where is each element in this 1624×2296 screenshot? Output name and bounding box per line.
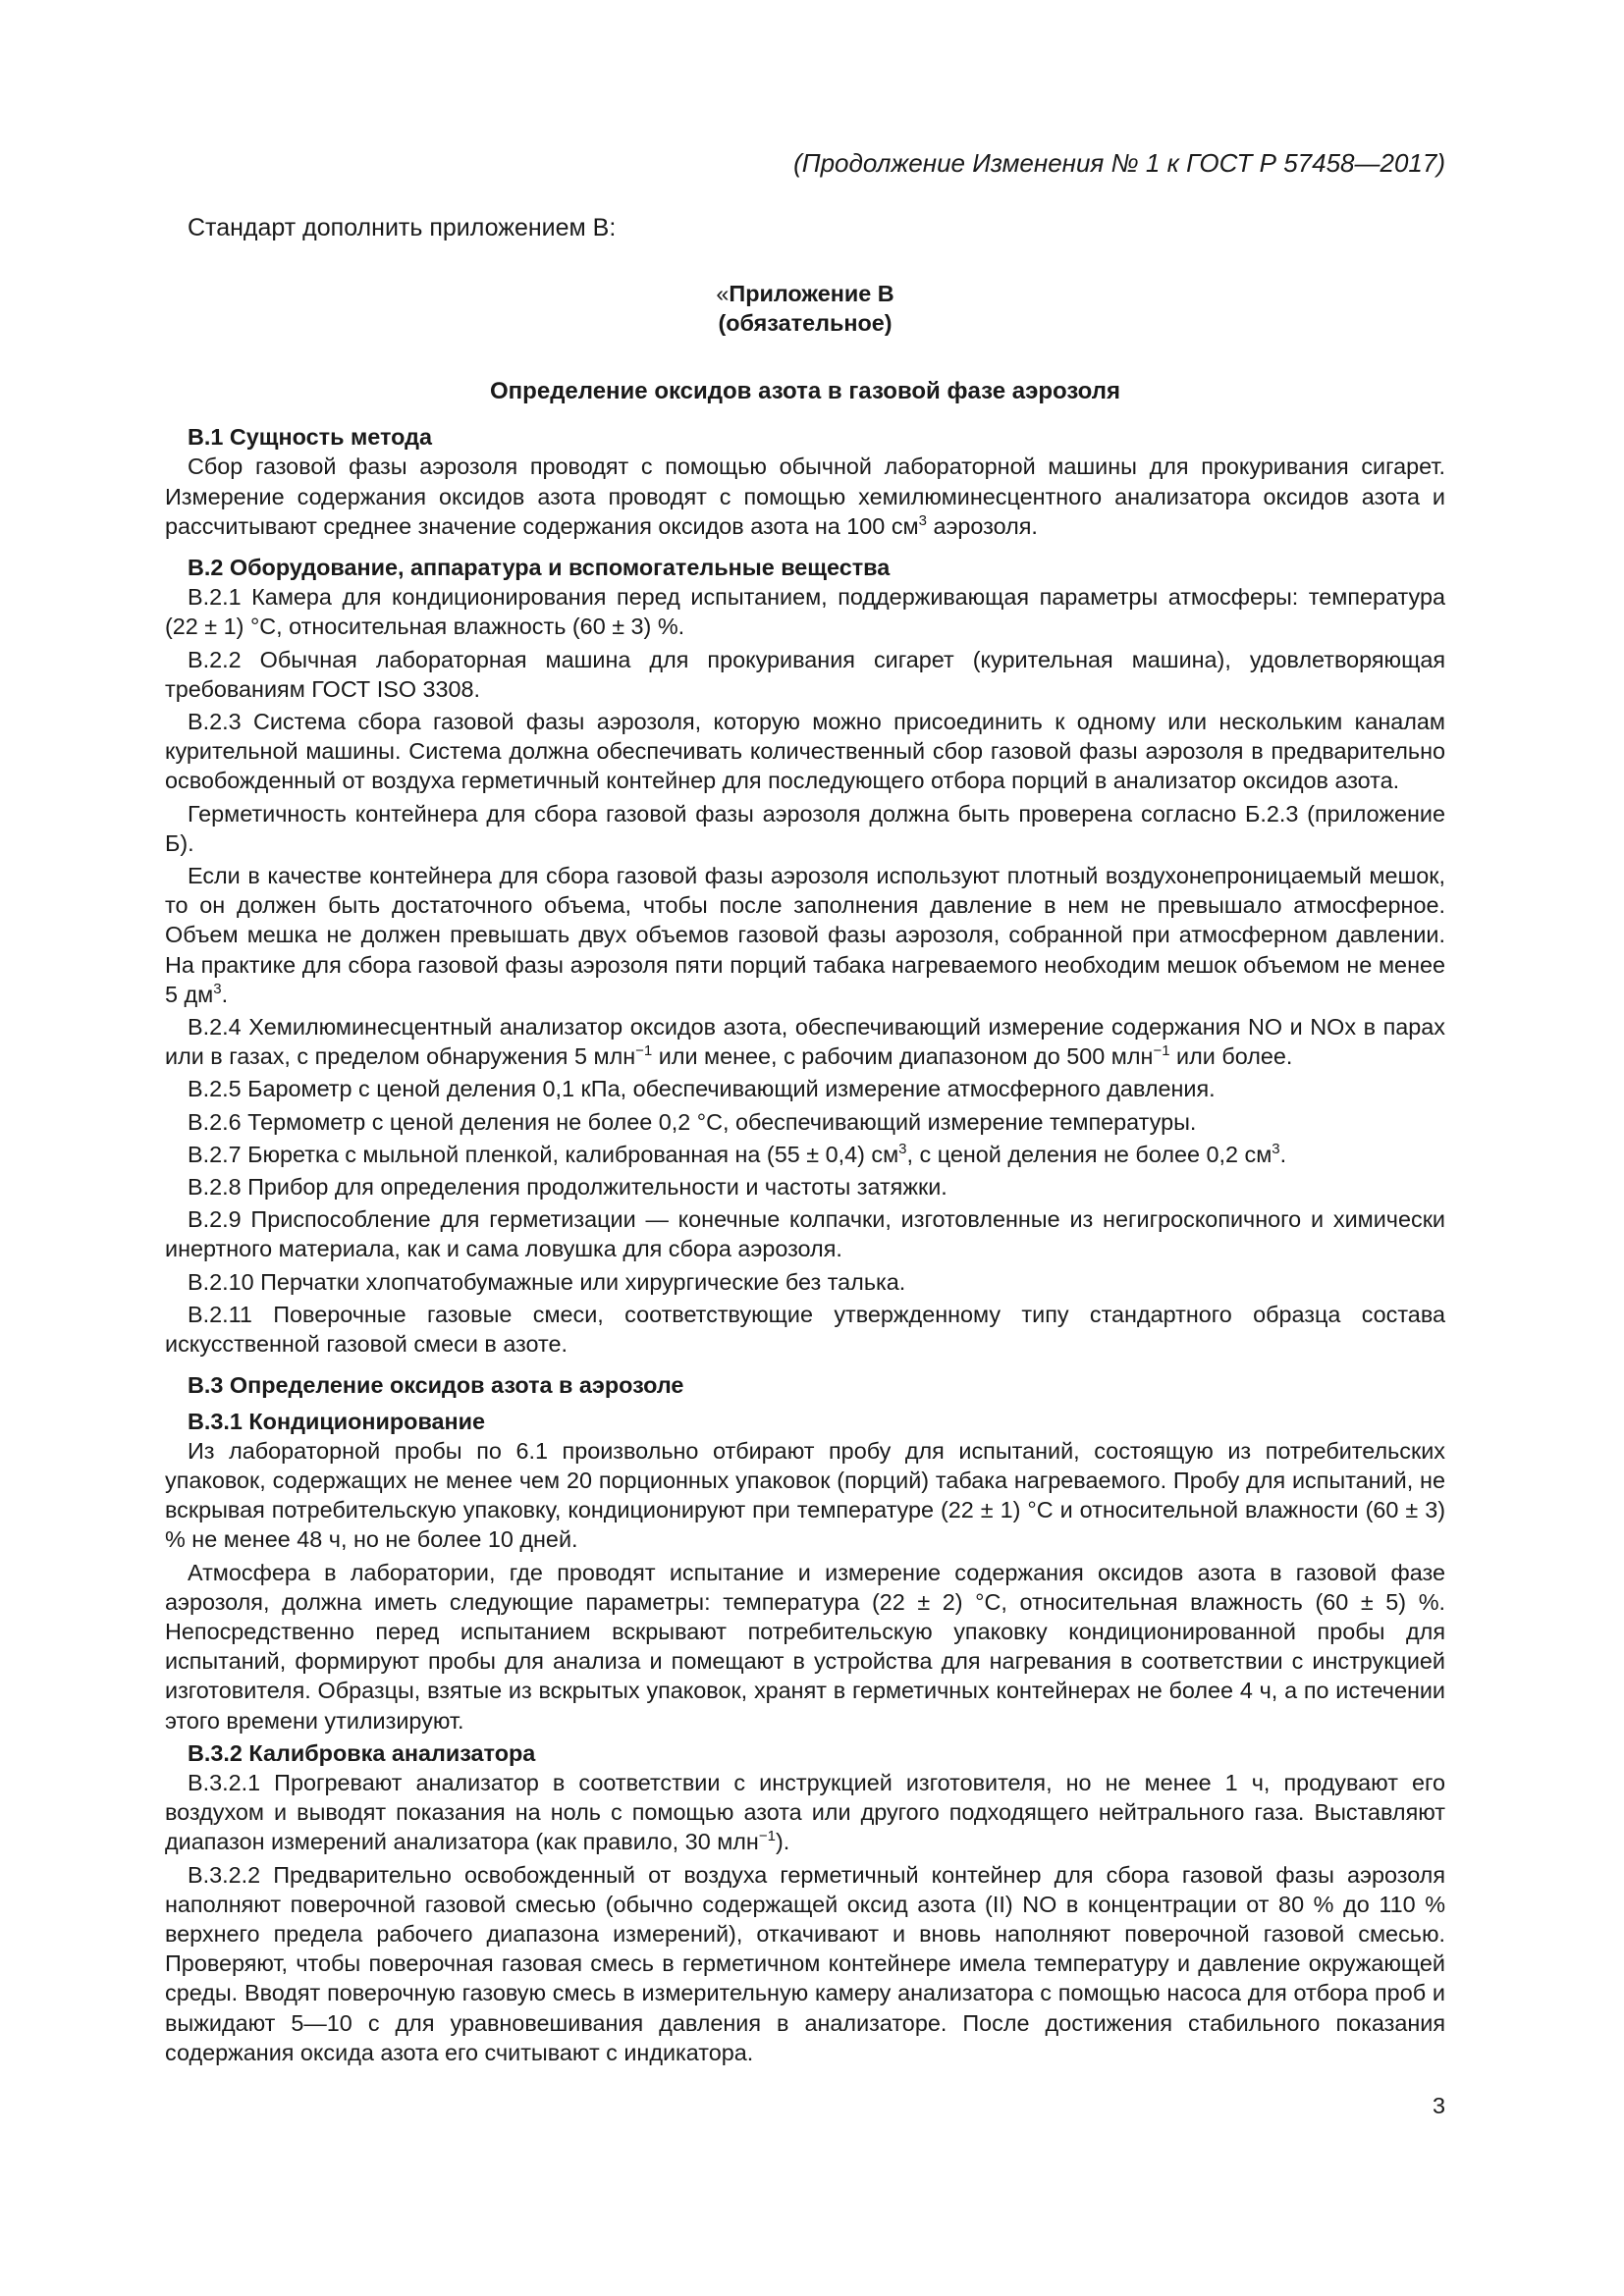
paragraph-text: Если в качестве контейнера для сбора газовой фазы аэрозоля используют плотный воздухонепроницаемый мешок, то он должен быть достаточного объема, чтобы после заполнения давление в нем не превышало атмосферное. Объем мешка не должен превышать двух объемов газовой фазы аэрозоля, собранной при атмосферном давлении. На практике для сбора газовой фазы аэрозоля пяти порций табака нагреваемого необходим мешок объемом не менее 5 дм	[165, 863, 1445, 1007]
paragraph-text: Сбор газовой фазы аэрозоля проводят с помощью обычной лабораторной машины для прокуривания сигарет. Измерение содержания оксидов азота проводят с помощью хемилюминесцентного анализатора оксидов азота и рассчитывают среднее значение содержания оксидов азота на 100 см	[165, 454, 1445, 539]
paragraph-text: или менее, с рабочим диапазоном до 500 млн	[652, 1043, 1154, 1070]
appendix-label-line	[165, 279, 1445, 308]
paragraph-text: .	[221, 981, 229, 1007]
paragraph-b2-7	[165, 1140, 1445, 1169]
intro-sentence: Стандарт дополнить приложением В:	[188, 214, 617, 241]
paragraph-b3-2-2: В.3.2.2 Предварительно освобожденный от воздуха герметичный контейнер для сбора газовой фазы аэрозоля наполняют поверочной газовой смесью (обычно содержащей оксид азота (II) NO в концентрации от 80 % до 110 % верхнего предела рабочего диапазона измерений), откачивают и вновь наполняют поверочной газовой смесью. Проверяют, чтобы поверочная газовая смесь в герметичном контейнере имела температуру и давление окружающей среды. Вводят поверочную газовую смесь в измерительную камеру анализатора с помощью насоса для отбора проб и выжидают 5—10 с для уравновешивания давления в анализаторе. После достижения стабильного показания содержания оксида азота его считывают с индикатора.	[165, 1861, 1445, 2065]
paragraph-b2-9: В.2.9 Приспособление для герметизации — конечные колпачки, изготовленные из негигроскопичного и химически инертного материала, как и сама ловушка для сбора аэрозоля.	[165, 1206, 1445, 1262]
superscript: −1	[1153, 1042, 1170, 1060]
paragraph-b2-11: В.2.11 Поверочные газовые смеси, соответствующие утвержденному типу стандартного образца состава искусственной газовой смеси в азоте.	[165, 1301, 1445, 1358]
appendix-quote-mark: «	[716, 281, 730, 306]
superscript: 3	[898, 1141, 907, 1158]
paragraph-b2-3: В.2.3 Система сбора газовой фазы аэрозоля, которую можно присоединить к одному или нескольким каналам курительной машины. Система должна обеспечивать количественный сбор газовой фазы аэрозоля в предварительно освобожденный от воздуха герметичный контейнер для последующего отбора порций в анализатор оксидов азота.	[165, 709, 1445, 794]
paragraph-text: В.2.7 Бюретка с мыльной пленкой, калиброванная на (55 ± 0,4) см	[188, 1141, 899, 1167]
paragraph-b2-6: В.2.6 Термометр с ценой деления не более 0,2 °С, обеспечивающий измерение температуры.	[188, 1108, 1197, 1135]
section-heading-b1: В.1 Сущность метода	[188, 424, 432, 451]
superscript: 3	[1272, 1141, 1280, 1158]
paragraph-b3-1-2: Атмосфера в лаборатории, где проводят испытание и измерение содержания оксидов азота в газовой фазе аэрозоля, должна иметь следующие параметры: температура (22 ± 2) °С, относительная влажность (60 ± 5) %. Непосредственно перед испытанием вскрывают потребительскую упаковку кондиционированной пробы для испытаний, формируют пробы для анализа и помещают в устройства для нагревания в соответствии с инструкцией изготовителя. Образцы, взятые из вскрытых упаковок, хранят в герметичных контейнерах не более 4 ч, а по истечении этого времени утилизируют.	[165, 1559, 1445, 1734]
section-heading-b3: В.3 Определение оксидов азота в аэрозоле	[188, 1372, 684, 1399]
paragraph-b2-3-tightness: Герметичность контейнера для сбора газовой фазы аэрозоля должна быть проверена согласно Б.2.3 (приложение Б).	[165, 800, 1445, 856]
paragraph-text: .	[1279, 1141, 1287, 1167]
paragraph-b2-8: В.2.8 Прибор для определения продолжительности и частоты затяжки.	[188, 1174, 947, 1201]
paragraph-text: В.2.4 Хемилюминесцентный анализатор оксидов азота, обеспечивающий измерение содержания NO и NOx в парах или в газах, с пределом обнаружения 5 млн	[165, 1014, 1445, 1070]
page-number: 3	[1432, 2093, 1445, 2118]
paragraph-b2-5: В.2.5 Барометр с ценой деления 0,1 кПа, обеспечивающий измерение атмосферного давления.	[188, 1076, 1216, 1102]
appendix-status: (обязательное)	[718, 310, 893, 336]
subsection-heading-b3-2: В.3.2 Калибровка анализатора	[188, 1739, 536, 1766]
document-body	[165, 212, 1445, 2067]
paragraph-text: , с ценой деления не более 0,2 см	[906, 1141, 1272, 1167]
section-heading-b2: В.2 Оборудование, аппаратура и вспомогательные вещества	[188, 555, 891, 581]
paragraph-b2-2: В.2.2 Обычная лабораторная машина для прокуривания сигарет (курительная машина), удовлетворяющая требованиям ГОСТ ISO 3308.	[165, 646, 1445, 702]
paragraph-text: В.3.2.1 Прогревают анализатор в соответствии с инструкцией изготовителя, но не менее 1 ч, продувают его воздухом и выводят показания на ноль с помощью азота или другого подходящего нейтрального газа. Выставляют диапазон измерений анализатора (как правило, 30 млн	[165, 1769, 1445, 1855]
paragraph-text: или более.	[1169, 1043, 1293, 1070]
superscript: 3	[918, 512, 927, 530]
superscript: −1	[758, 1828, 776, 1845]
paragraph-text: аэрозоля.	[926, 512, 1038, 539]
document-title: Определение оксидов азота в газовой фазе аэрозоля	[490, 378, 1120, 404]
paragraph-b3-1-1: Из лабораторной пробы по 6.1 произвольно отбирают пробу для испытаний, состоящую из потребительских упаковок, содержащих не менее чем 20 порционных упаковок (порций) табака нагреваемого. Пробу для испытаний, не вскрывая потребительскую упаковку, кондиционируют при температуре (22 ± 1) °С и относительной влажности (60 ± 3) % не менее 48 ч, но не более 10 дней.	[165, 1437, 1445, 1553]
superscript: −1	[635, 1042, 653, 1060]
paragraph-b2-3-bag	[165, 861, 1445, 1009]
superscript: 3	[213, 981, 222, 998]
paragraph-b2-10: В.2.10 Перчатки хлопчатобумажные или хирургические без талька.	[188, 1268, 906, 1295]
appendix-label: Приложение В	[729, 281, 894, 306]
appendix-heading	[165, 279, 1445, 338]
running-header: (Продолжение Изменения № 1 к ГОСТ Р 57458—2017)	[793, 148, 1445, 178]
paragraph-text: ).	[775, 1829, 790, 1855]
paragraph-b3-2-1	[165, 1768, 1445, 1857]
subsection-heading-b3-1: В.3.1 Кондиционирование	[188, 1408, 486, 1434]
paragraph-b1	[165, 452, 1445, 541]
paragraph-b2-4	[165, 1012, 1445, 1071]
paragraph-b2-1: В.2.1 Камера для кондиционирования перед испытанием, поддерживающая параметры атмосферы: температура (22 ± 1) °С, относительная влажность (60 ± 3) %.	[165, 584, 1445, 640]
